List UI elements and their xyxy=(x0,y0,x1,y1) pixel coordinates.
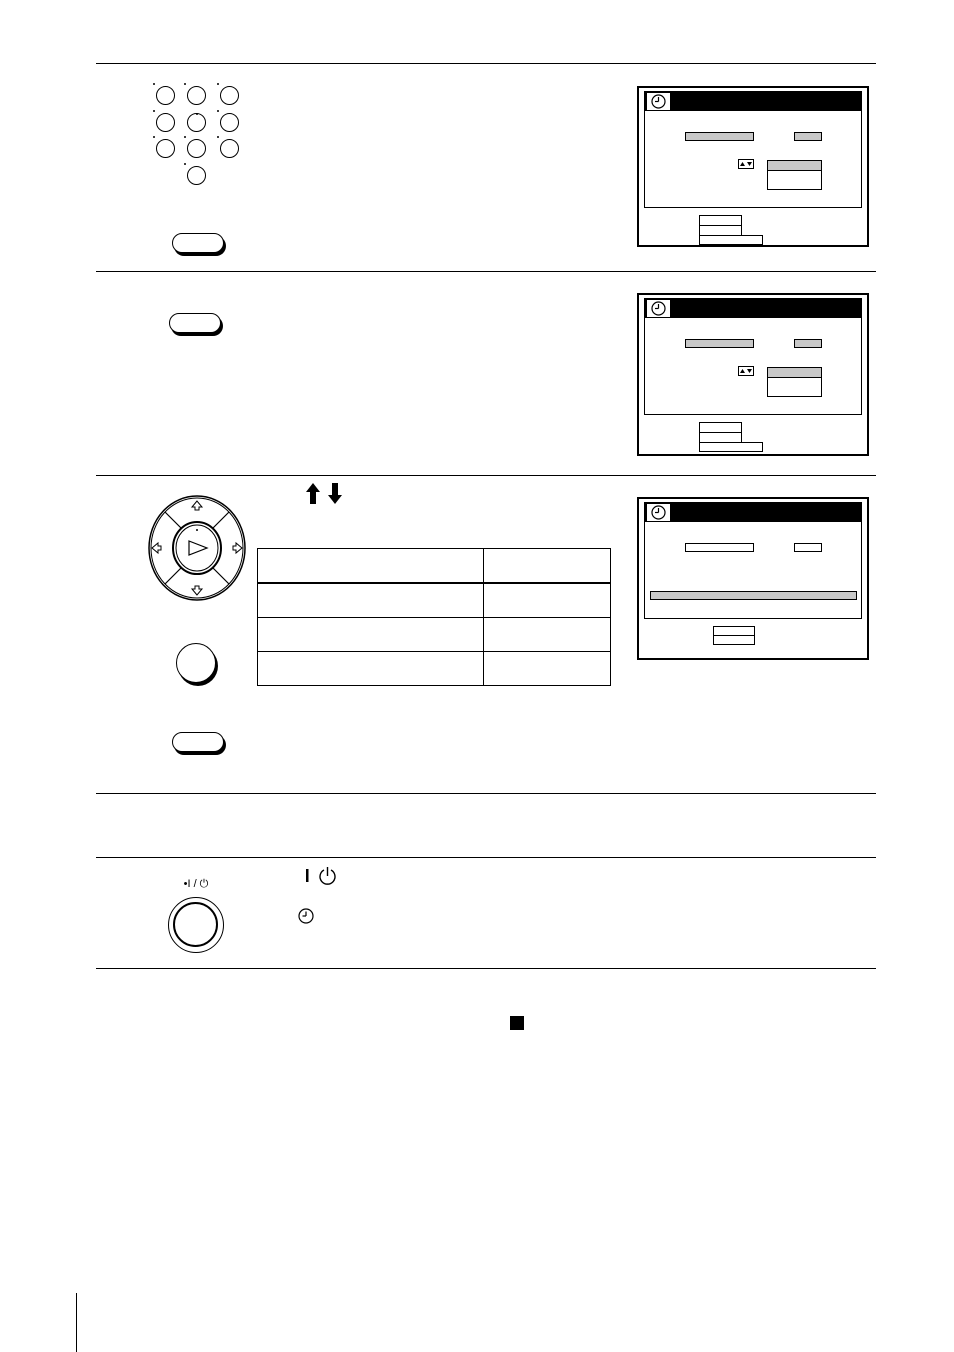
divider-1 xyxy=(96,271,876,272)
key-2[interactable] xyxy=(187,86,206,105)
key-8[interactable] xyxy=(187,139,206,158)
table-cell xyxy=(484,652,611,686)
oval-button-2[interactable] xyxy=(169,313,221,333)
timer-clock-icon xyxy=(647,93,670,110)
round-button[interactable] xyxy=(176,643,216,683)
arrow-up-icon xyxy=(306,483,320,504)
key-9[interactable] xyxy=(220,139,239,158)
key-3[interactable] xyxy=(220,86,239,105)
osd-title-bar xyxy=(645,503,861,522)
osd-small-box-b xyxy=(713,635,755,645)
table-row xyxy=(258,652,611,686)
oval-button-1[interactable] xyxy=(172,233,224,253)
black-square-icon xyxy=(510,1016,524,1030)
divider-4 xyxy=(96,857,876,858)
key-5[interactable] xyxy=(187,113,206,132)
key-0[interactable] xyxy=(187,166,206,185)
arrow-down-icon xyxy=(328,483,342,504)
osd-channel-field xyxy=(794,339,822,348)
osd-screen-3 xyxy=(637,497,869,660)
osd-title-bar xyxy=(645,92,861,111)
divider-2 xyxy=(96,475,876,476)
key-1[interactable] xyxy=(156,86,175,105)
osd-screen-2 xyxy=(637,293,869,456)
table-cell xyxy=(484,583,611,618)
osd-highlight-bar xyxy=(650,591,857,600)
osd-selector-list xyxy=(767,160,822,190)
timer-clock-icon xyxy=(297,907,315,925)
osd-date-field xyxy=(685,543,754,552)
divider-5 xyxy=(96,968,876,969)
power-button[interactable] xyxy=(168,897,224,953)
numeric-keypad xyxy=(150,82,245,192)
table-header-row xyxy=(258,549,611,584)
table-cell xyxy=(258,583,484,618)
table-row xyxy=(258,583,611,618)
key-4[interactable] xyxy=(156,113,175,132)
timer-clock-icon xyxy=(647,504,670,521)
table-cell xyxy=(484,549,611,584)
table-row xyxy=(258,618,611,652)
osd-channel-field xyxy=(794,132,822,141)
osd-selector-list xyxy=(767,367,822,397)
up-down-arrows-icon xyxy=(738,159,754,169)
multi-jog-dial[interactable] xyxy=(145,490,250,606)
power-label: •I / ⏻ xyxy=(183,878,209,890)
osd-date-field xyxy=(685,339,754,348)
table-cell xyxy=(258,652,484,686)
osd-small-box-c xyxy=(699,442,763,452)
timer-clock-icon xyxy=(647,300,670,317)
divider-3 xyxy=(96,793,876,794)
osd-screen-1 xyxy=(637,86,869,247)
key-7[interactable] xyxy=(156,139,175,158)
osd-channel-field xyxy=(794,543,822,552)
osd-small-box-c xyxy=(699,235,763,245)
key-6[interactable] xyxy=(220,113,239,132)
table-cell xyxy=(258,618,484,652)
settings-table xyxy=(257,548,611,686)
divider-top xyxy=(96,63,876,64)
page-edge-line xyxy=(76,1293,77,1352)
table-cell xyxy=(484,618,611,652)
up-down-arrows-icon xyxy=(738,366,754,376)
table-cell xyxy=(258,549,484,584)
osd-title-bar xyxy=(645,299,861,318)
standby-icon xyxy=(304,866,338,886)
osd-date-field xyxy=(685,132,754,141)
oval-button-3[interactable] xyxy=(172,732,224,752)
